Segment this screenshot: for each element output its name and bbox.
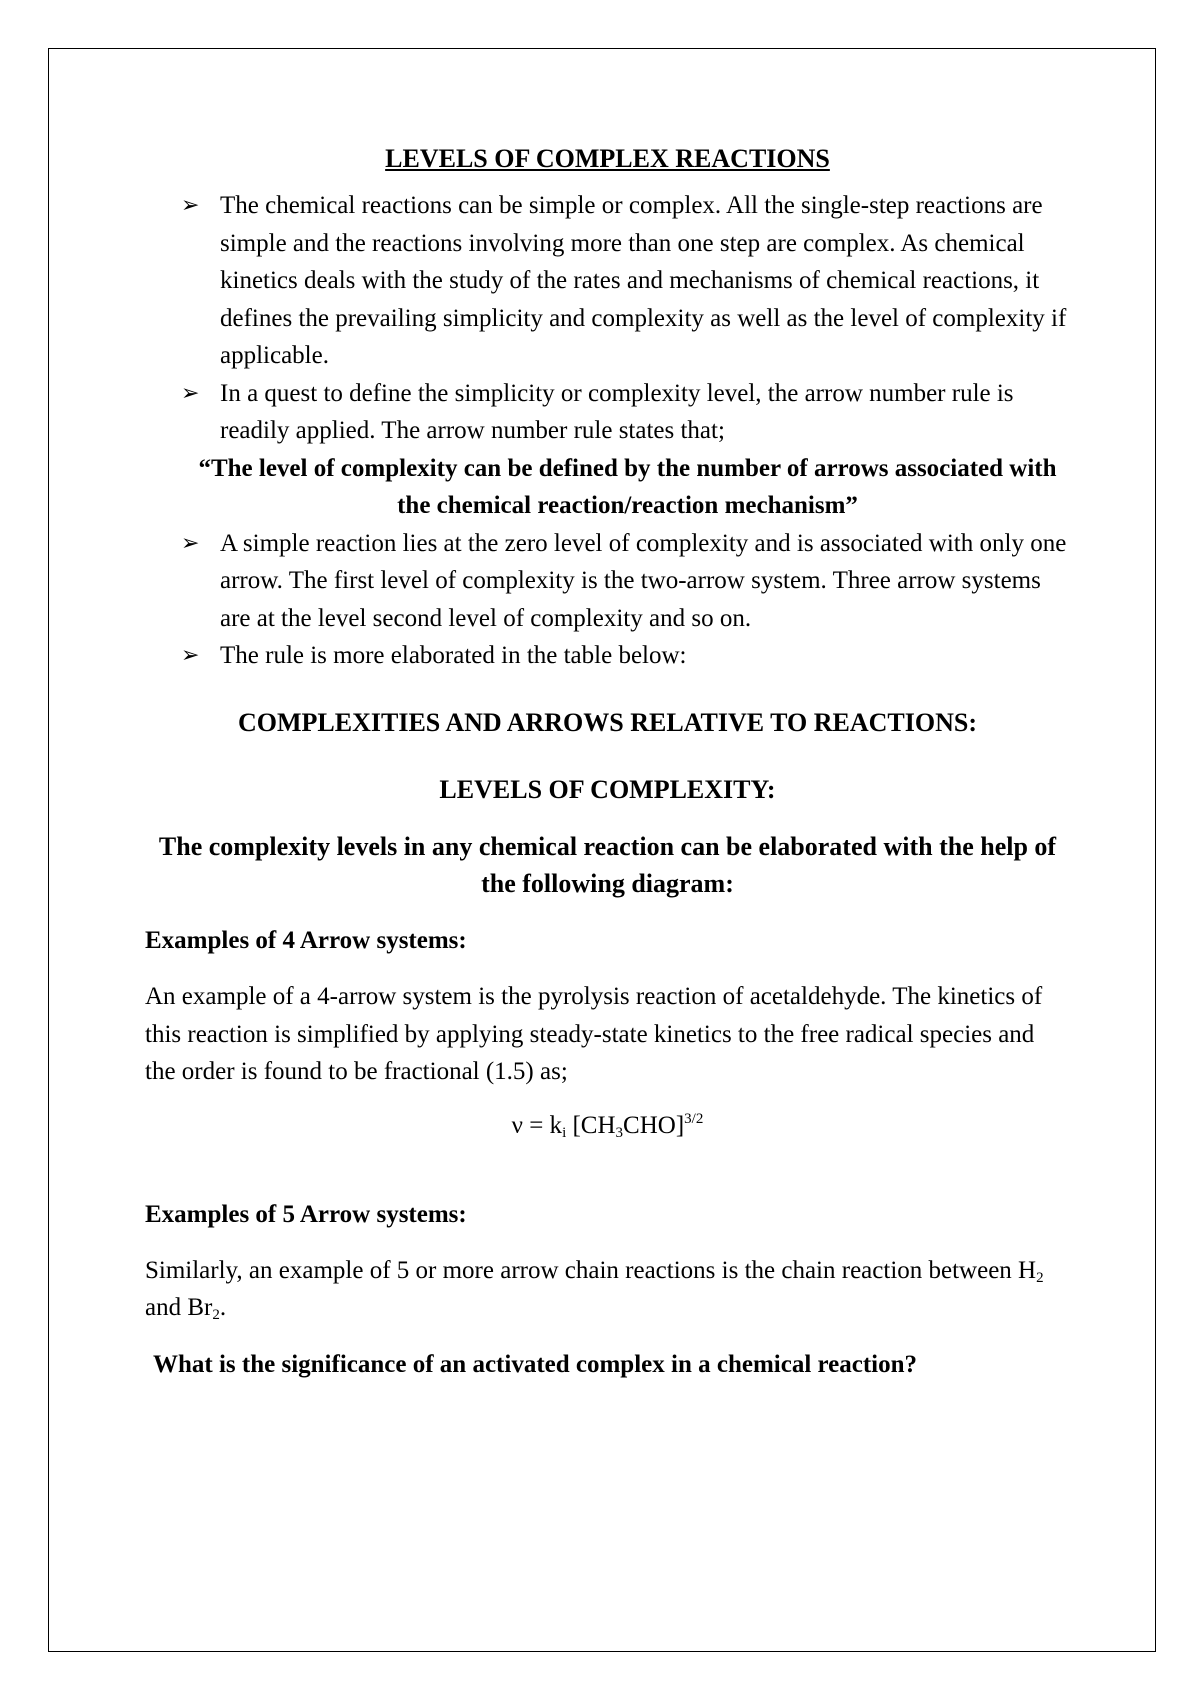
rate-equation [145, 1107, 1070, 1145]
list-item [145, 525, 1070, 638]
equation-rest: CHO] [623, 1111, 685, 1139]
question-heading: What is the significance of an activated complex in a chemical reaction? [153, 1350, 918, 1378]
equation-k-subscript: i [562, 1124, 567, 1141]
equation-exponent: 3/2 [684, 1110, 704, 1127]
section-heading-complexities: COMPLEXITIES AND ARROWS RELATIVE TO REACTIONS: [238, 707, 977, 737]
equation-ch-subscript: 3 [615, 1124, 624, 1141]
bullet-text: In a quest to define the simplicity or complexity level, the arrow number rule is readily applied. The arrow number rule states that; [220, 379, 1014, 444]
example-5-heading: Examples of 5 Arrow systems: [145, 1201, 467, 1228]
example-5-text-mid: and Br [145, 1294, 213, 1321]
arrow-bullet-icon: ➢ [181, 380, 200, 406]
example-5-text-end: . [219, 1294, 227, 1321]
br-subscript: 2 [212, 1307, 220, 1323]
page-title: LEVELS OF COMPLEX REACTIONS [385, 144, 830, 173]
example-4-heading: Examples of 4 Arrow systems: [145, 926, 467, 954]
list-item [145, 187, 1070, 375]
document-body [145, 140, 1070, 1383]
arrow-bullet-icon: ➢ [181, 193, 200, 218]
bullet-text: The rule is more elaborated in the table below: [220, 642, 687, 669]
list-item [145, 375, 1070, 450]
bullet-list [145, 187, 1070, 675]
section-heading-levels: LEVELS OF COMPLEXITY: [439, 775, 776, 804]
example-5-text-start: Similarly, an example of 5 or more arrow chain reactions is the chain reaction between H [145, 1256, 1037, 1284]
arrow-bullet-icon: ➢ [181, 643, 200, 668]
equation-lhs: ν = k [511, 1111, 563, 1139]
example-4-paragraph: An example of a 4-arrow system is the pyrolysis reaction of acetaldehyde. The kinetics of this reaction is simplified by applying steady-state kinetics to the free radical species and the order is found to be fractional (1.5) as; [145, 983, 1043, 1085]
diagram-intro-heading: The complexity levels in any chemical reaction can be elaborated with the help of the following diagram: [158, 831, 1057, 898]
bullet-text: The chemical reactions can be simple or complex. All the single-step reactions are simple and the reactions involving more than one step are complex. As chemical kinetics deals with the study of the rates and mechanisms of chemical reactions, it defines the prevailing simplicity and complexity as well as the level of complexity if applicable. [220, 192, 1067, 369]
equation-bracket: [CH [566, 1111, 616, 1139]
list-item [145, 637, 1070, 675]
example-5-paragraph [145, 1252, 1070, 1327]
h-subscript: 2 [1036, 1269, 1044, 1286]
rule-quote: “The level of complexity can be defined by the number of arrows associated with the chemical reaction/reaction mechanism” [198, 454, 1057, 519]
bullet-text: A simple reaction lies at the zero level of complexity and is associated with only one arrow. The first level of complexity is the two-arrow system. Three arrow systems are at the level second level of complexity and so on. [220, 529, 1067, 632]
arrow-bullet-icon: ➢ [181, 530, 200, 556]
